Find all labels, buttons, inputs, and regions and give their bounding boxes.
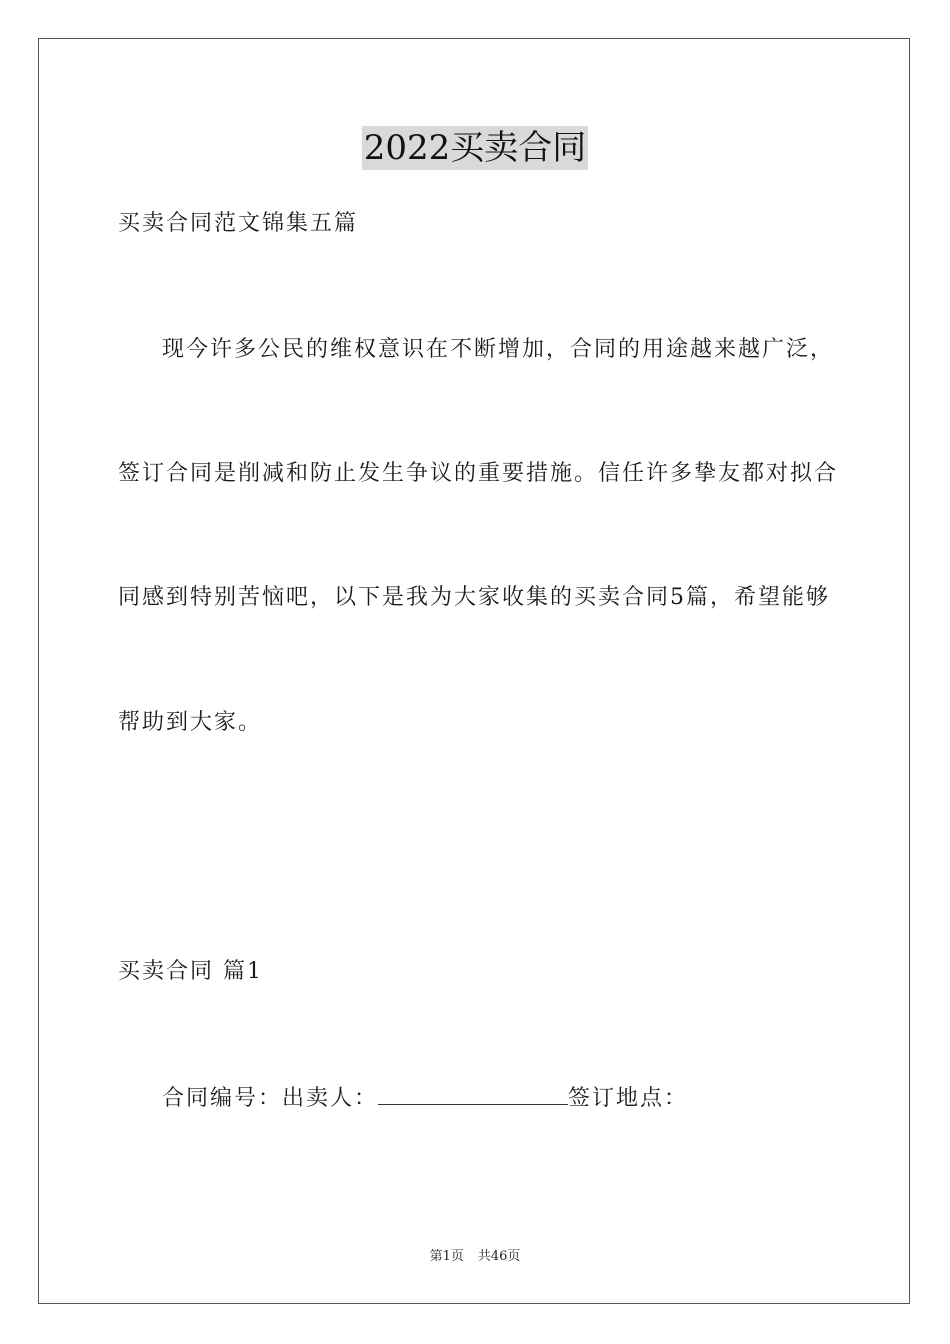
contract-info-line: [162, 1082, 688, 1114]
signing-place-label: 签订地点：: [568, 1086, 689, 1111]
page-footer: [0, 1248, 950, 1266]
intro-line-2: 签订合同是削减和防止发生争议的重要措施。信任许多挚友都对拟合: [118, 461, 839, 486]
contract-number-seller-label: 合同编号：出卖人：: [162, 1086, 379, 1111]
document-title: 2022买卖合同: [363, 128, 587, 168]
title-container: [0, 126, 950, 170]
intro-line-4: 帮助到大家。: [118, 710, 263, 735]
total-pages: 共46页: [477, 1249, 521, 1264]
page-number: 第1页: [429, 1249, 464, 1264]
seller-blank-field[interactable]: [378, 1082, 568, 1105]
intro-line-3: 同感到特别苦恼吧，以下是我为大家收集的买卖合同5篇，希望能够: [118, 585, 830, 610]
document-subtitle: 买卖合同范文锦集五篇: [118, 211, 359, 236]
intro-line-1: 现今许多公民的维权意识在不断增加，合同的用途越来越广泛，: [162, 337, 835, 362]
section-heading: 买卖合同 篇1: [118, 959, 263, 984]
